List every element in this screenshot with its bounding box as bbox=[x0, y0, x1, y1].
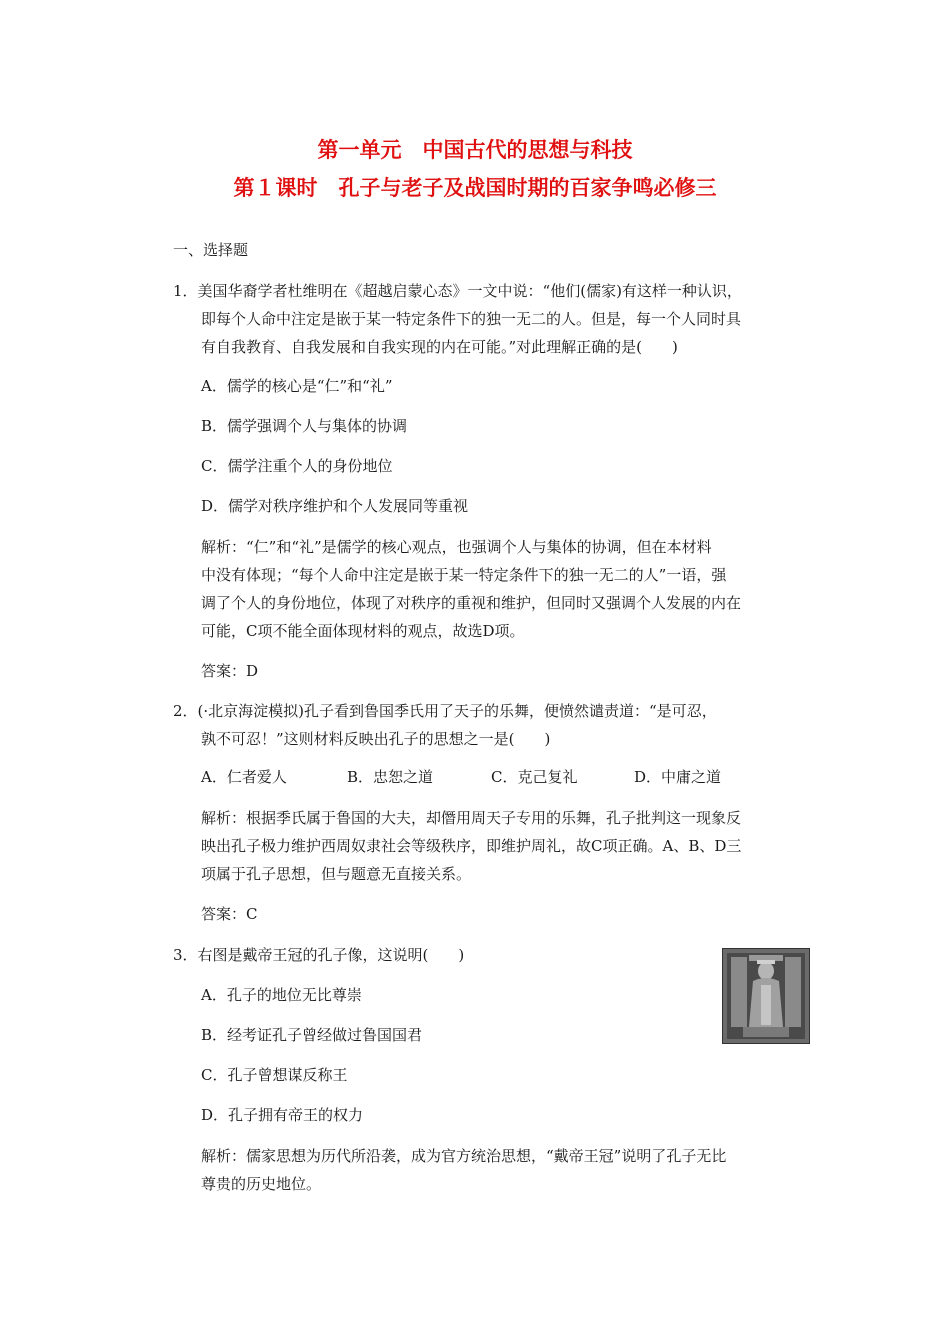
q3-option-c: C．孔子曾想谋反称王 bbox=[201, 1066, 348, 1084]
q2-option-b: B．忠恕之道 bbox=[347, 768, 434, 786]
q1-analysis-line: 中没有体现；“每个人命中注定是嵌于某一特定条件下的独一无二的人”一语，强 bbox=[201, 566, 727, 584]
q1-option-b: B．儒学强调个人与集体的协调 bbox=[201, 417, 408, 435]
q1-stem-line: 1．美国华裔学者杜维明在《超越启蒙心态》一文中说：“他们(儒家)有这样一种认识， bbox=[173, 282, 742, 300]
q3-option-d: D．孔子拥有帝王的权力 bbox=[201, 1106, 364, 1124]
unit-title: 第一单元 中国古代的思想与科技 bbox=[317, 138, 633, 162]
q1-answer: 答案：D bbox=[201, 662, 259, 680]
q3-stem-line: 3．右图是戴帝王冠的孔子像，这说明( ) bbox=[173, 946, 465, 964]
q2-analysis-line: 项属于孔子思想，但与题意无直接关系。 bbox=[201, 865, 472, 883]
q3-option-b: B．经考证孔子曾经做过鲁国国君 bbox=[201, 1026, 423, 1044]
q2-stem-line: 2．(·北京海淀模拟)孔子看到鲁国季氏用了天子的乐舞，便愤然谴责道：“是可忍， bbox=[173, 702, 717, 720]
q1-option-d: D．儒学对秩序维护和个人发展同等重视 bbox=[201, 497, 469, 515]
lesson-title: 第１课时 孔子与老子及战国时期的百家争鸣必修三 bbox=[233, 176, 717, 200]
q2-option-c: C．克己复礼 bbox=[491, 768, 578, 786]
q1-analysis-line: 调了个人的身份地位，体现了对秩序的重视和维护，但同时又强调个人发展的内在 bbox=[201, 594, 742, 612]
q1-analysis-line: 可能，C项不能全面体现材料的观点，故选D项。 bbox=[201, 622, 525, 640]
q3-analysis-line: 尊贵的历史地位。 bbox=[201, 1175, 322, 1193]
q2-stem-line: 孰不可忍！”这则材料反映出孔子的思想之一是( ) bbox=[201, 730, 551, 748]
q2-option-a: A．仁者爱人 bbox=[201, 768, 287, 786]
q2-analysis-line: 映出孔子极力维护西周奴隶社会等级秩序，即维护周礼，故C项正确。A、B、D三 bbox=[201, 837, 742, 855]
q3-option-a: A．孔子的地位无比尊崇 bbox=[201, 986, 362, 1004]
q2-analysis-line: 解析：根据季氏属于鲁国的大夫，却僭用周天子专用的乐舞，孔子批判这一现象反 bbox=[201, 809, 742, 827]
q2-option-d: D．中庸之道 bbox=[634, 768, 722, 786]
statue-photo-icon bbox=[723, 949, 809, 1043]
q1-stem-line: 即每个人命中注定是嵌于某一特定条件下的独一无二的人。但是，每一个人同时具 bbox=[201, 310, 742, 328]
q1-option-c: C．儒学注重个人的身份地位 bbox=[201, 457, 393, 475]
section-heading: 一、选择题 bbox=[173, 241, 249, 259]
q1-analysis-line: 解析：“仁”和“礼”是儒学的核心观点，也强调个人与集体的协调，但在本材料 bbox=[201, 538, 712, 556]
confucius-statue-image bbox=[722, 948, 810, 1044]
q1-option-a: A．儒学的核心是“仁”和“礼” bbox=[201, 377, 393, 395]
q2-answer: 答案：C bbox=[201, 905, 258, 923]
q3-analysis-line: 解析：儒家思想为历代所沿袭，成为官方统治思想，“戴帝王冠”说明了孔子无比 bbox=[201, 1147, 727, 1165]
q1-stem-line: 有自我教育、自我发展和自我实现的内在可能。”对此理解正确的是( ) bbox=[201, 338, 678, 356]
